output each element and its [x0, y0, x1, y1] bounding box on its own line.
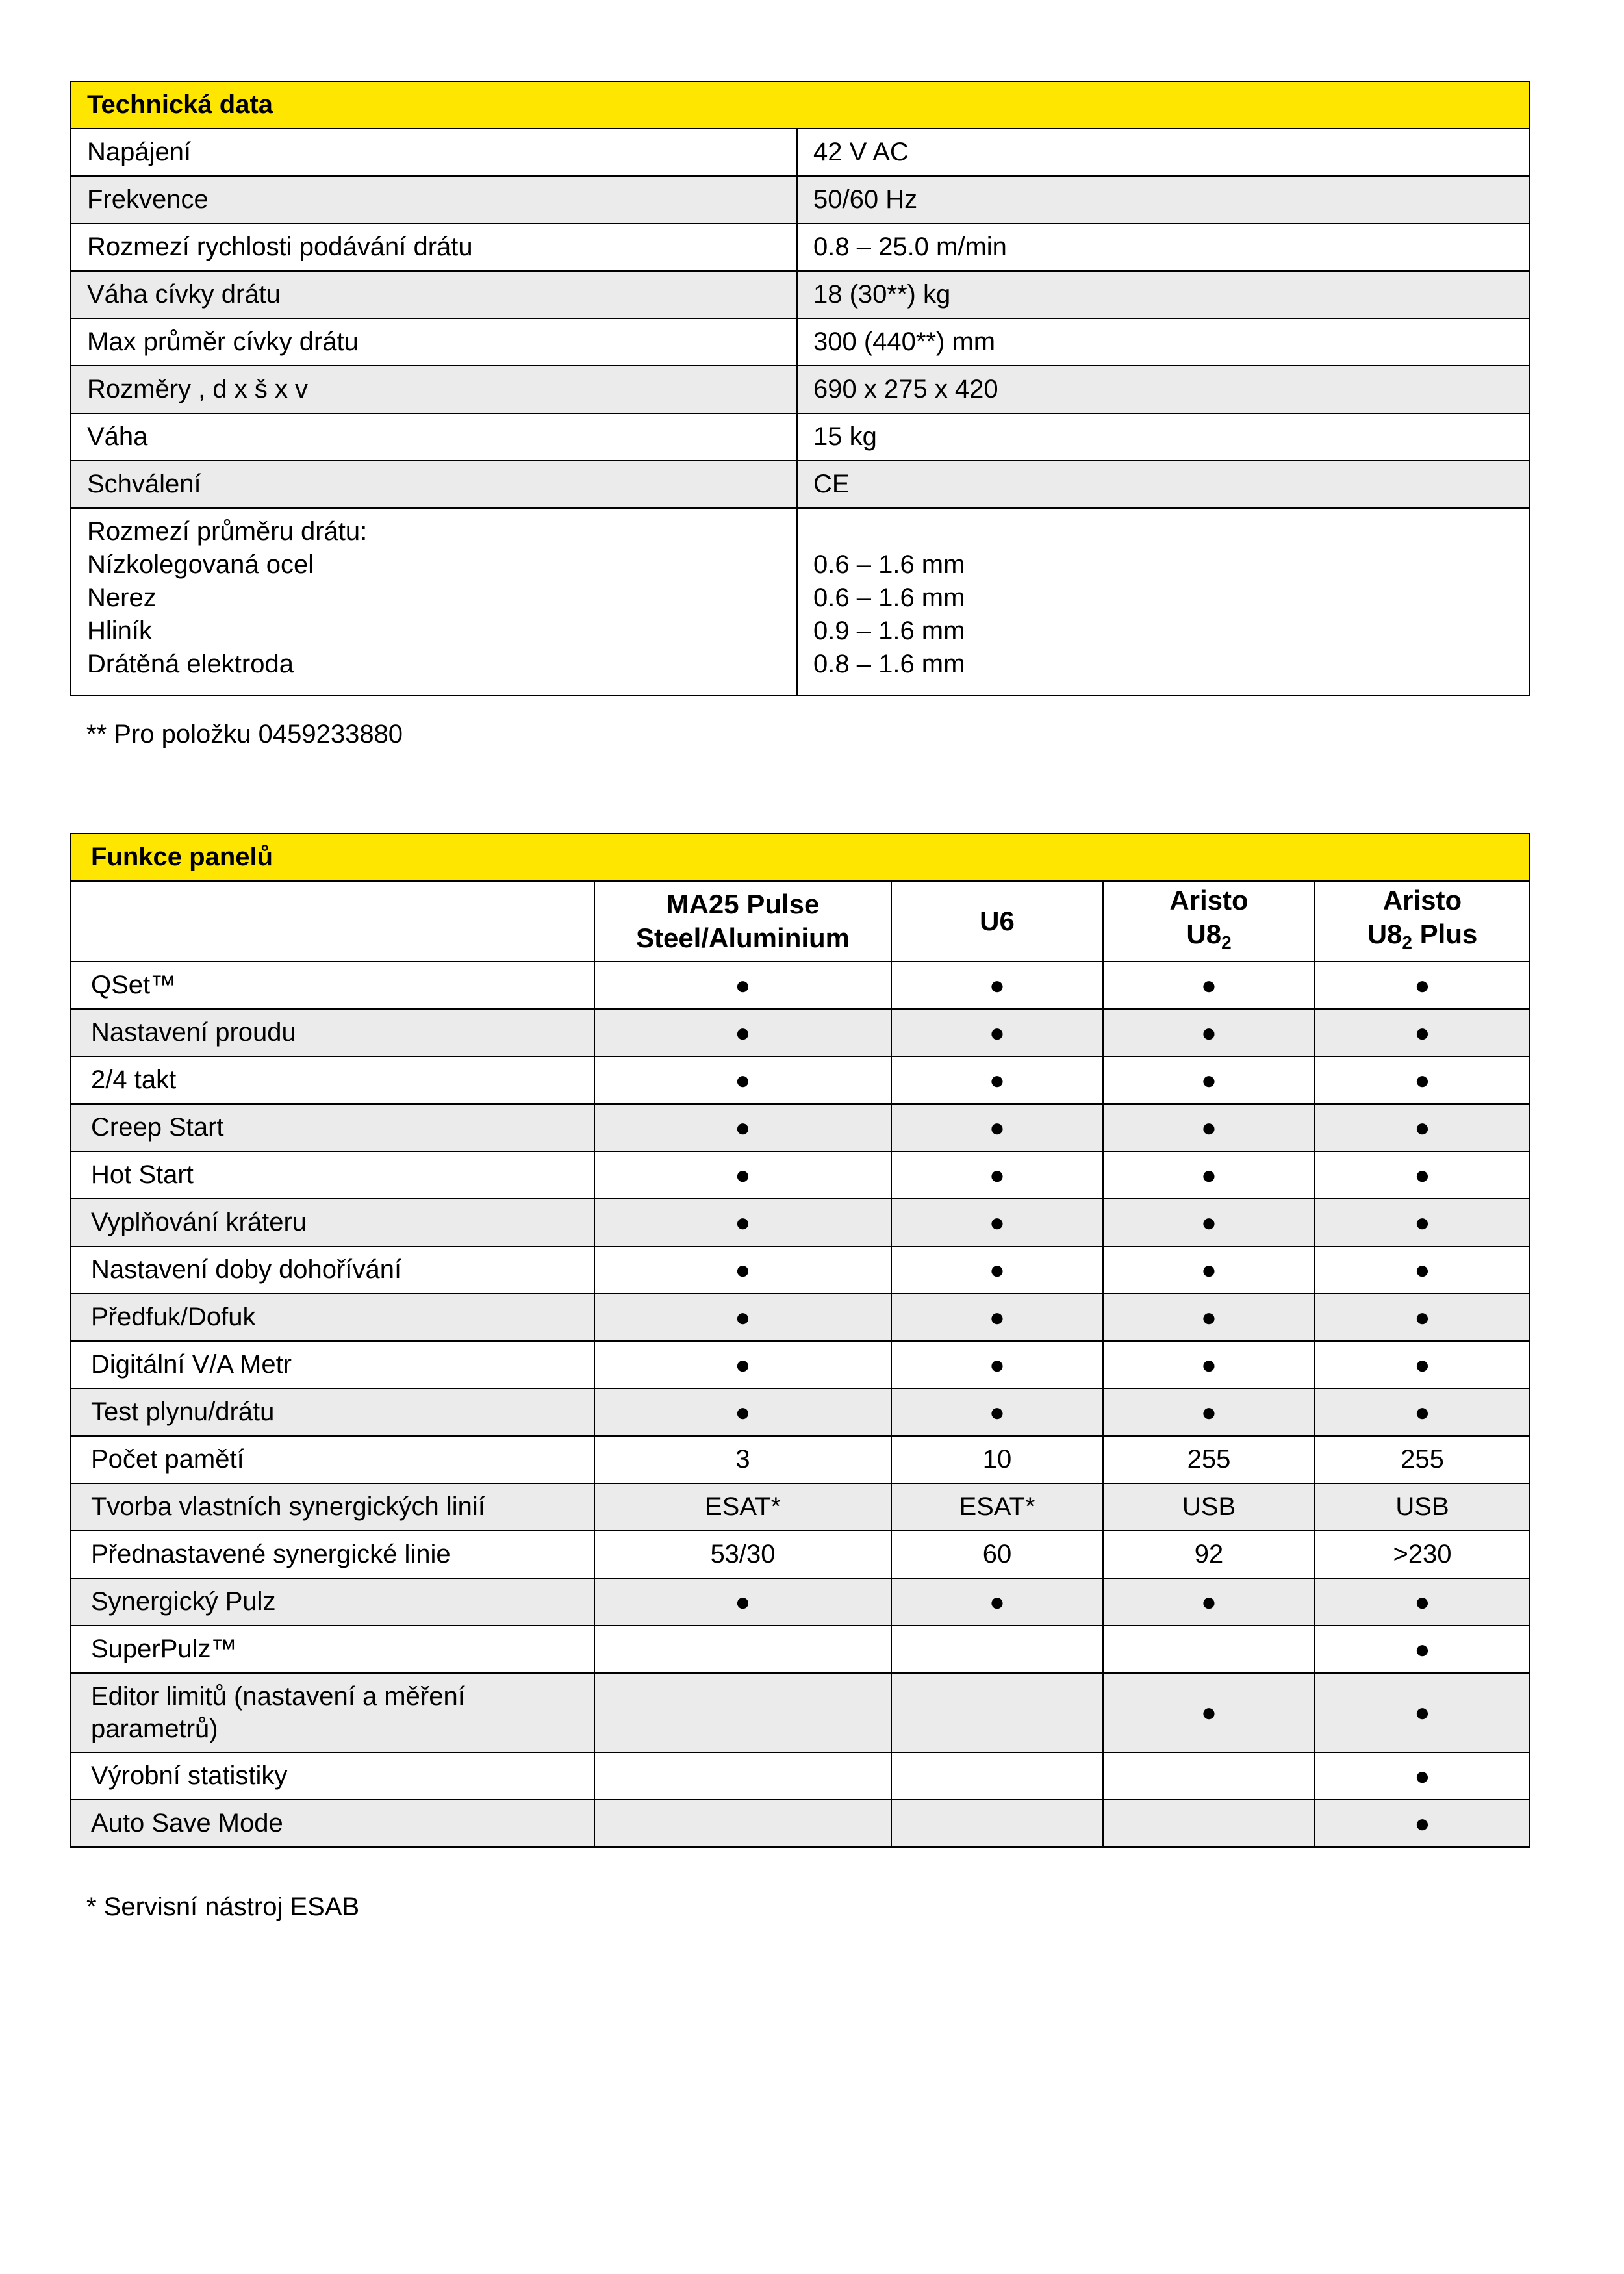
column-header-row	[71, 881, 1530, 962]
function-value: 255	[1315, 1436, 1530, 1483]
feature-dot-icon: ●	[1103, 1056, 1315, 1104]
wire-material-value: 0.6 – 1.6 mm	[813, 583, 965, 612]
column-header-line2: U8	[1367, 918, 1402, 949]
feature-dot-icon: ●	[1315, 1294, 1530, 1341]
function-label: 2/4 takt	[71, 1056, 594, 1104]
function-label: Přednastavené synergické linie	[71, 1531, 594, 1578]
feature-dot-icon: ●	[594, 1578, 891, 1626]
feature-dot-icon: ●	[891, 1294, 1103, 1341]
feature-dot-icon: ●	[891, 1341, 1103, 1388]
empty-header-cell	[71, 881, 594, 962]
table-row	[71, 413, 1530, 461]
column-header	[594, 881, 891, 962]
feature-dot-icon: ●	[594, 1056, 891, 1104]
function-label: Creep Start	[71, 1104, 594, 1151]
table-row	[71, 1531, 1530, 1578]
table-row	[71, 1752, 1530, 1800]
function-value: 10	[891, 1436, 1103, 1483]
spec-value: 15 kg	[797, 413, 1530, 461]
feature-dot-icon: ●	[1103, 1578, 1315, 1626]
column-header-line1: U6	[980, 906, 1015, 936]
function-value	[594, 1673, 891, 1752]
feature-dot-icon: ●	[594, 1246, 891, 1294]
function-label: SuperPulz™	[71, 1626, 594, 1673]
feature-dot-icon: ●	[594, 962, 891, 1009]
function-value	[891, 1626, 1103, 1673]
table-row	[71, 1246, 1530, 1294]
column-header-line1: Aristo	[1169, 884, 1249, 915]
wire-diameter-row	[71, 508, 1530, 695]
function-value: USB	[1103, 1483, 1315, 1531]
feature-dot-icon: ●	[1315, 1800, 1530, 1847]
wire-material-label: Drátěná elektroda	[87, 650, 294, 678]
column-header	[1315, 881, 1530, 962]
function-value: 255	[1103, 1436, 1315, 1483]
function-value	[891, 1752, 1103, 1800]
spec-value: 18 (30**) kg	[797, 271, 1530, 318]
feature-dot-icon: ●	[1103, 1199, 1315, 1246]
function-label: Nastavení proudu	[71, 1009, 594, 1056]
column-header-line1: Aristo	[1382, 884, 1462, 915]
table-row	[71, 1056, 1530, 1104]
function-label: Test plynu/drátu	[71, 1388, 594, 1436]
table-row	[71, 1626, 1530, 1673]
table-row	[71, 1341, 1530, 1388]
function-label: Synergický Pulz	[71, 1578, 594, 1626]
function-value	[1103, 1752, 1315, 1800]
function-value	[1103, 1626, 1315, 1673]
feature-dot-icon: ●	[1315, 1009, 1530, 1056]
function-value	[594, 1800, 891, 1847]
wire-material-value: 0.8 – 1.6 mm	[813, 650, 965, 678]
wire-material-value: 0.9 – 1.6 mm	[813, 617, 965, 645]
table-row	[71, 366, 1530, 413]
feature-dot-icon: ●	[1315, 1341, 1530, 1388]
panel-functions-title: Funkce panelů	[71, 834, 1530, 881]
spec-value: CE	[797, 461, 1530, 508]
wire-diameter-heading: Rozmezí průměru drátu:	[87, 517, 368, 546]
function-value	[891, 1673, 1103, 1752]
feature-dot-icon: ●	[1315, 1104, 1530, 1151]
spec-label: Frekvence	[71, 176, 797, 224]
function-label: Auto Save Mode	[71, 1800, 594, 1847]
function-label: Předfuk/Dofuk	[71, 1294, 594, 1341]
feature-dot-icon: ●	[594, 1009, 891, 1056]
table-row	[71, 1436, 1530, 1483]
wire-material-label: Hliník	[87, 617, 153, 645]
wire-diameter-labels	[71, 508, 797, 695]
feature-dot-icon: ●	[1103, 1009, 1315, 1056]
feature-dot-icon: ●	[1103, 1246, 1315, 1294]
feature-dot-icon: ●	[1315, 1056, 1530, 1104]
spec-value: 690 x 275 x 420	[797, 366, 1530, 413]
table-row	[71, 461, 1530, 508]
feature-dot-icon: ●	[1103, 962, 1315, 1009]
feature-dot-icon: ●	[1103, 1104, 1315, 1151]
feature-dot-icon: ●	[1103, 1341, 1315, 1388]
feature-dot-icon: ●	[594, 1341, 891, 1388]
feature-dot-icon: ●	[1315, 962, 1530, 1009]
panel-functions-table	[70, 833, 1530, 1848]
spec-label: Rozmezí rychlosti podávání drátu	[71, 224, 797, 271]
feature-dot-icon: ●	[891, 1056, 1103, 1104]
table-row	[71, 1578, 1530, 1626]
column-header-subscript: 2	[1221, 932, 1232, 952]
table-row	[71, 962, 1530, 1009]
function-label: Nastavení doby dohořívání	[71, 1246, 594, 1294]
column-header	[891, 881, 1103, 962]
spec-label: Schválení	[71, 461, 797, 508]
wire-material-label: Nízkolegovaná ocel	[87, 550, 314, 579]
function-value	[594, 1752, 891, 1800]
function-label: Výrobní statistiky	[71, 1752, 594, 1800]
table-row	[71, 1009, 1530, 1056]
feature-dot-icon: ●	[1103, 1673, 1315, 1752]
feature-dot-icon: ●	[891, 1151, 1103, 1199]
table-row	[71, 1294, 1530, 1341]
feature-dot-icon: ●	[1315, 1246, 1530, 1294]
spec-value: 0.8 – 25.0 m/min	[797, 224, 1530, 271]
function-value: USB	[1315, 1483, 1530, 1531]
feature-dot-icon: ●	[1315, 1388, 1530, 1436]
table-row	[71, 271, 1530, 318]
table-row	[71, 1151, 1530, 1199]
function-value: 53/30	[594, 1531, 891, 1578]
technical-data-footnote: ** Pro položku 0459233880	[86, 720, 403, 748]
feature-dot-icon: ●	[1315, 1626, 1530, 1673]
feature-dot-icon: ●	[1103, 1151, 1315, 1199]
feature-dot-icon: ●	[1315, 1199, 1530, 1246]
column-header-suffix: Plus	[1412, 918, 1478, 949]
feature-dot-icon: ●	[891, 1009, 1103, 1056]
feature-dot-icon: ●	[594, 1151, 891, 1199]
feature-dot-icon: ●	[891, 962, 1103, 1009]
table-row	[71, 224, 1530, 271]
feature-dot-icon: ●	[891, 1388, 1103, 1436]
feature-dot-icon: ●	[1315, 1752, 1530, 1800]
column-header-line2: U8	[1186, 918, 1222, 949]
feature-dot-icon: ●	[891, 1578, 1103, 1626]
wire-diameter-values	[797, 508, 1530, 695]
function-label: Digitální V/A Metr	[71, 1341, 594, 1388]
feature-dot-icon: ●	[1315, 1578, 1530, 1626]
feature-dot-icon: ●	[594, 1388, 891, 1436]
feature-dot-icon: ●	[594, 1199, 891, 1246]
feature-dot-icon: ●	[594, 1294, 891, 1341]
technical-data-title: Technická data	[71, 81, 1530, 129]
feature-dot-icon: ●	[1103, 1294, 1315, 1341]
feature-dot-icon: ●	[891, 1104, 1103, 1151]
table-row	[71, 1483, 1530, 1531]
function-value: ESAT*	[891, 1483, 1103, 1531]
feature-dot-icon: ●	[594, 1104, 891, 1151]
feature-dot-icon: ●	[1103, 1388, 1315, 1436]
spec-value: 300 (440**) mm	[797, 318, 1530, 366]
spec-label: Max průměr cívky drátu	[71, 318, 797, 366]
panel-functions-footnote: * Servisní nástroj ESAB	[86, 1893, 360, 1921]
feature-dot-icon: ●	[1315, 1151, 1530, 1199]
function-label: QSet™	[71, 962, 594, 1009]
table-row	[71, 1388, 1530, 1436]
feature-dot-icon: ●	[891, 1246, 1103, 1294]
column-header	[1103, 881, 1315, 962]
spec-label: Váha cívky drátu	[71, 271, 797, 318]
function-value: 60	[891, 1531, 1103, 1578]
function-value: ESAT*	[594, 1483, 891, 1531]
function-label: Hot Start	[71, 1151, 594, 1199]
column-header-line1: MA25 Pulse	[666, 889, 820, 919]
spec-value: 50/60 Hz	[797, 176, 1530, 224]
feature-dot-icon: ●	[891, 1199, 1103, 1246]
technical-data-table	[70, 81, 1530, 696]
function-value	[891, 1800, 1103, 1847]
table-row	[71, 1199, 1530, 1246]
function-label: Editor limitů (nastavení a měření parametrů)	[71, 1673, 594, 1752]
table-row	[71, 176, 1530, 224]
table-row	[71, 129, 1530, 176]
wire-material-value: 0.6 – 1.6 mm	[813, 550, 965, 579]
table-row	[71, 1800, 1530, 1847]
table-row	[71, 1673, 1530, 1752]
function-value: >230	[1315, 1531, 1530, 1578]
table-row	[71, 318, 1530, 366]
function-value: 3	[594, 1436, 891, 1483]
function-value	[594, 1626, 891, 1673]
function-label: Počet pamětí	[71, 1436, 594, 1483]
column-header-subscript: 2	[1402, 932, 1412, 952]
spec-label: Napájení	[71, 129, 797, 176]
function-value: 92	[1103, 1531, 1315, 1578]
function-value	[1103, 1800, 1315, 1847]
table-row	[71, 1104, 1530, 1151]
spec-label: Rozměry , d x š x v	[71, 366, 797, 413]
column-header-line2: Steel/Aluminium	[635, 923, 850, 953]
function-label: Vyplňování kráteru	[71, 1199, 594, 1246]
feature-dot-icon: ●	[1315, 1673, 1530, 1752]
function-label: Tvorba vlastních synergických linií	[71, 1483, 594, 1531]
wire-material-label: Nerez	[87, 583, 157, 612]
spec-value: 42 V AC	[797, 129, 1530, 176]
spec-label: Váha	[71, 413, 797, 461]
